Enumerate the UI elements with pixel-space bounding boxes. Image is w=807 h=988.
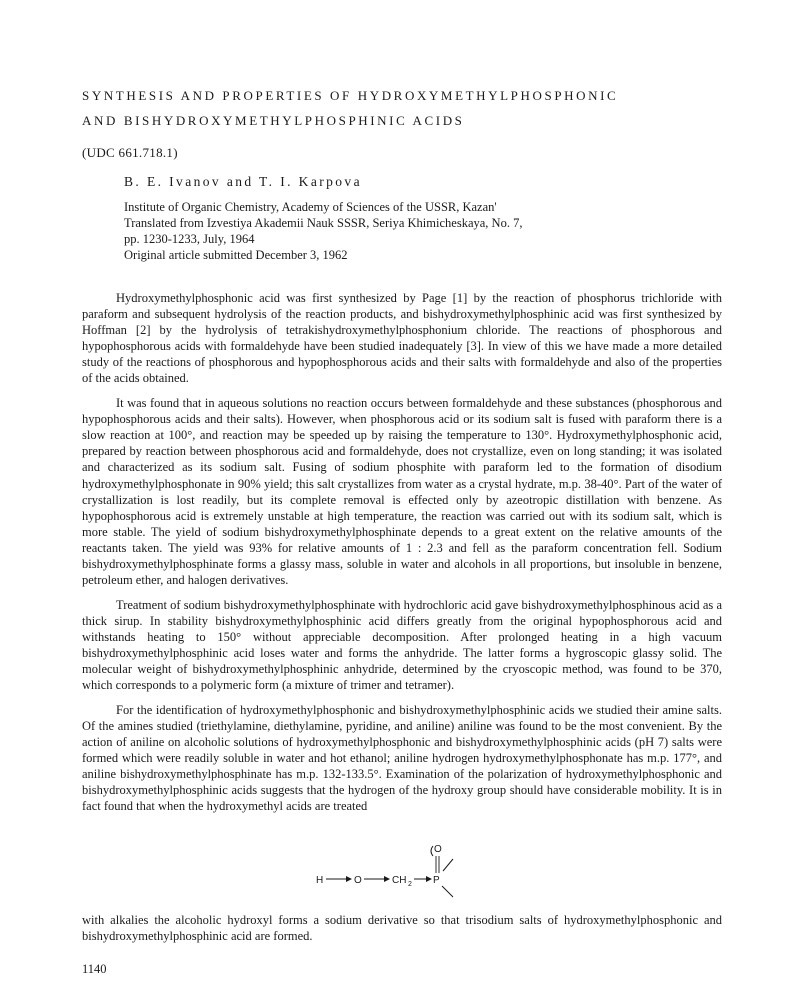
formula-methylene: CH — [392, 875, 407, 886]
article-body — [82, 290, 722, 823]
paragraph-intro: Hydroxymethylphosphonic acid was first synthesized by Page [1] by the reaction of phosphorus trichloride with paraform and subsequent hydrolysis of the reaction products, and bishydroxymethylphosphinic acid was first synthesized by Hoffman [2] by the hydrolysis of tetrakishydroxymethylphosphonium chloride. The reactions of phosphorous and hypophosphorous acids with formaldehyde have been studied inadequately [3]. In view of this we have made a more detailed study of the reactions of phosphorous and hypophosphorous acids and their salts with formaldehyde and also of the properties of the acids obtained. — [82, 291, 722, 386]
paper-title-line-2: AND BISHYDROXYMETHYLPHOSPHINIC ACIDS — [82, 113, 465, 128]
article-body-continued — [82, 912, 722, 944]
formula-phosphorus: P — [433, 875, 440, 886]
paragraph-alkali: with alkalies the alcoholic hydroxyl forms a sodium derivative so that trisodium salts of hydroxymethylphosphonic and bishydroxymethylphosphinic acid are formed. — [82, 913, 722, 944]
formula-hydrogen: H — [316, 875, 324, 886]
affiliation-block — [124, 199, 764, 263]
translation-source-line: Translated from Izvestiya Akademii Nauk SSSR, Seriya Khimicheskaya, No. 7, — [124, 216, 523, 230]
paragraph-synthesis: It was found that in aqueous solutions no reaction occurs between formaldehyde and these substances (phosphorous and hypophosphorous acids and their salts). However, when phosphorous acid or its sodium salt is fused with paraform there is a slow reaction at 100°, and reaction may be speeded up by raising the temperature to 130°. Hydroxymethylphosphonic acid, prepared by reaction between phosphorous acid and formaldehyde, does not crystallize, even on long standing; it was isolated and characterized as its sodium salt. Fusing of sodium phosphite with paraform led to the formation of disodium hydroxymethylphosphonate in 90% yield; this salt crystallizes from water as a crystal hydrate, m.p. 38-40°. Part of the water of crystallization is lost readily, but its complete removal is effected only by azeotropic distillation with benzene. As hypophosphorous acid is extremely unstable at high temperature, the reaction was carried out with its sodium salt, which is more stable. The yield of sodium bishydroxymethylphosphinate depends to a great extent on the relative amounts of the reactants taken. The yield was 93% for relative amounts of 1 : 2.3 and fell as the paraform concentration fell. Sodium bishydroxymethylphosphinate forms a glassy mass, soluble in water and alcohols in all proportions, but insoluble in benzene, petroleum ether, and halogen derivatives. — [82, 396, 722, 587]
affiliation-line: Institute of Organic Chemistry, Academy of Sciences of the USSR, Kazan' — [124, 200, 497, 214]
paragraph-identification: For the identification of hydroxymethylphosphonic and bishydroxymethylphosphinic acids we studied their amine salts. Of the amines studied (triethylamine, diethylamine, pyridine, and aniline) aniline was found to be the most convenient. By the action of aniline on alcoholic solutions of hydroxymethylphosphonic and bishydroxymethylphosphinic acids (pH 7) salts were formed which were readily soluble in water and hot ethanol; aniline hydrogen hydroxymethylphosphonate has m.p. 177°, and aniline bishydroxymethylphosphinate has m.p. 132-133.5°. Examination of the polarization of hydroxymethylphosphonic and bishydroxymethylphosphinic acids suggests that the hydrogen of the hydroxy group should have considerable mobility. It is in fact found that when the hydroxymethyl acids are treated — [82, 703, 722, 814]
authors: B. E. Ivanov and T. I. Karpova — [124, 174, 362, 189]
formula-oxygen: O — [354, 875, 362, 886]
formula-oxo: O — [434, 844, 442, 855]
structural-formula — [312, 842, 472, 904]
page-number: 1140 — [82, 962, 107, 976]
submission-date-line: Original article submitted December 3, 1962 — [124, 248, 348, 262]
formula-subscript: 2 — [408, 881, 412, 888]
pages-date-line: pp. 1230-1233, July, 1964 — [124, 232, 255, 246]
paragraph-treatment: Treatment of sodium bishydroxymethylphosphinate with hydrochloric acid gave bishydroxymethylphosphinous acid as a thick sirup. In stability bishydroxymethylphosphinic acid differs greatly from the original hypophosphorous acid and withstands heating to 150° without appreciable decomposition. After prolonged heating in a high vacuum bishydroxymethylphosphinic acid loses water and forms the anhydride. The latter forms a hygroscopic glassy solid. The molecular weight of bishydroxymethylphosphinic anhydride, determined by the cryoscopic method, was found to be 370, which corresponds to a polymeric form (a mixture of trimer and tetramer). — [82, 597, 722, 693]
paper-title-line-1: SYNTHESIS AND PROPERTIES OF HYDROXYMETHYLPHOSPHONIC — [82, 88, 619, 103]
udc-code: (UDC 661.718.1) — [82, 145, 178, 160]
